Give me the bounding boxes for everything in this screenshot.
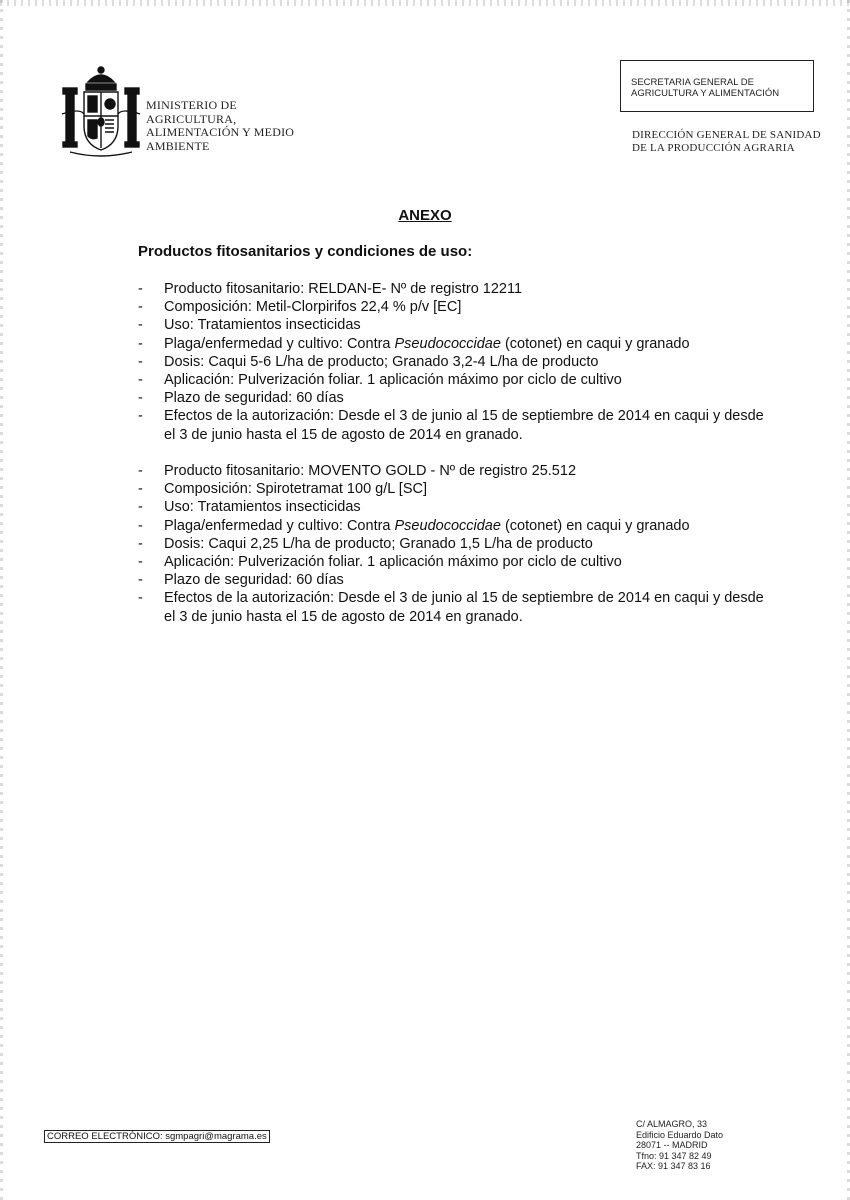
- ministry-line: ALIMENTACIÓN Y MEDIO: [146, 125, 295, 139]
- pest-species: Pseudococcidae: [394, 517, 501, 534]
- ministry-line: MINISTERIO DE: [146, 98, 237, 112]
- list-item: - Efectos de la autorización: Desde el 3 de junio al 15 de septiembre de 2014 en caqui y desde el 3 de junio hasta el 15 de agosto de 2014 en granado.: [138, 408, 764, 443]
- list-item: - Dosis: Caqui 2,25 L/ha de producto; Granado 1,5 L/ha de producto: [138, 535, 593, 552]
- product-composition: Composición: Metil-Clorpirifos 22,4 % p/v [EC]: [164, 299, 462, 316]
- product-pest: Plaga/enfermedad y cultivo: Contra: [164, 335, 395, 352]
- scan-edge-left: [0, 0, 3, 1200]
- product-use: Uso: Tratamientos insecticidas: [164, 317, 361, 334]
- list-item: - Aplicación: Pulverización foliar. 1 aplicación máximo por ciclo de cultivo: [138, 372, 622, 389]
- product-safety-period: Plazo de seguridad: 60 días: [164, 572, 344, 589]
- list-item: - Plazo de seguridad: 60 días: [138, 390, 344, 407]
- direccion-line: DIRECCIÓN GENERAL DE SANIDAD: [632, 129, 821, 141]
- list-item: - Uso: Tratamientos insecticidas: [138, 317, 361, 334]
- ministry-name: [146, 99, 294, 153]
- product-list-movento: [138, 462, 778, 626]
- postal-address: [636, 1119, 723, 1172]
- page-title: ANEXO: [398, 207, 452, 224]
- product-pest: Plaga/enfermedad y cultivo: Contra: [164, 517, 395, 534]
- product-pest-crop: (cotonet) en caqui y granado: [500, 517, 690, 534]
- list-item: - Efectos de la autorización: Desde el 3 de junio al 15 de septiembre de 2014 en caqui y desde el 3 de junio hasta el 15 de agosto de 2014 en granado.: [138, 590, 764, 625]
- list-item: - Producto fitosanitario: MOVENTO GOLD - Nº de registro 25.512: [138, 463, 577, 479]
- spanish-coat-of-arms-icon: [60, 64, 142, 160]
- list-item: - Plazo de seguridad: 60 días: [138, 572, 344, 589]
- address-line: FAX: 91 347 83 16: [636, 1161, 711, 1172]
- product-dose: Dosis: Caqui 2,25 L/ha de producto; Granado 1,5 L/ha de producto: [164, 535, 593, 552]
- list-item: - Plaga/enfermedad y cultivo: Contra Pseudococcidae (cotonet) en caqui y granado: [138, 335, 690, 352]
- scan-edge-top: [0, 0, 850, 6]
- secretaria-line: AGRICULTURA Y ALIMENTACIÓN: [631, 88, 780, 99]
- list-item: - Composición: Metil-Clorpirifos 22,4 % p/v [EC]: [138, 299, 462, 316]
- product-application: Aplicación: Pulverización foliar. 1 aplicación máximo por ciclo de cultivo: [164, 554, 622, 571]
- list-item: - Uso: Tratamientos insecticidas: [138, 499, 361, 516]
- product-name: Producto fitosanitario: MOVENTO GOLD - Nº de registro 25.512: [164, 463, 577, 479]
- list-item: - Composición: Spirotetramat 100 g/L [SC]: [138, 481, 428, 498]
- product-application: Aplicación: Pulverización foliar. 1 aplicación máximo por ciclo de cultivo: [164, 372, 622, 389]
- product-pest-crop: (cotonet) en caqui y granado: [500, 335, 690, 352]
- list-item: - Plaga/enfermedad y cultivo: Contra Pseudococcidae (cotonet) en caqui y granado: [138, 517, 690, 534]
- address-line: C/ ALMAGRO, 33: [636, 1119, 708, 1129]
- address-line: Edificio Eduardo Dato: [636, 1129, 724, 1140]
- product-composition: Composición: Spirotetramat 100 g/L [SC]: [164, 481, 428, 498]
- direccion-general: [632, 129, 821, 155]
- secretaria-line: SECRETARIA GENERAL DE: [631, 77, 755, 88]
- list-item: - Producto fitosanitario: RELDAN-E- Nº de registro 12211: [138, 281, 523, 297]
- section-subtitle: Productos fitosanitarios y condiciones de uso:: [138, 243, 473, 260]
- product-safety-period: Plazo de seguridad: 60 días: [164, 390, 344, 407]
- pest-species: Pseudococcidae: [394, 335, 501, 352]
- product-dose: Dosis: Caqui 5-6 L/ha de producto; Granado 3,2-4 L/ha de producto: [164, 353, 599, 370]
- product-list-reldan: [138, 280, 778, 444]
- contact-email: CORREO ELECTRÓNICO: sgmpagri@magrama.es: [44, 1130, 270, 1143]
- address-line: Tfno: 91 347 82 49: [636, 1150, 712, 1161]
- product-use: Uso: Tratamientos insecticidas: [164, 499, 361, 516]
- direccion-line: DE LA PRODUCCIÓN AGRARIA: [632, 142, 795, 154]
- product-name: Producto fitosanitario: RELDAN-E- Nº de registro 12211: [164, 281, 523, 297]
- list-item: - Dosis: Caqui 5-6 L/ha de producto; Granado 3,2-4 L/ha de producto: [138, 353, 599, 370]
- secretaria-box: [620, 60, 814, 112]
- product-authorization: Efectos de la autorización: Desde el 3 de junio al 15 de septiembre de 2014 en caqui y desde el 3 de junio hasta el 15 de agosto de 2014 en granado.: [164, 408, 764, 443]
- address-line: 28071 -- MADRID: [636, 1140, 708, 1151]
- ministry-line: AMBIENTE: [146, 138, 210, 153]
- product-authorization: Efectos de la autorización: Desde el 3 de junio al 15 de septiembre de 2014 en caqui y desde el 3 de junio hasta el 15 de agosto de 2014 en granado.: [164, 590, 764, 625]
- list-item: - Aplicación: Pulverización foliar. 1 aplicación máximo por ciclo de cultivo: [138, 554, 622, 571]
- ministry-line: AGRICULTURA,: [146, 111, 237, 126]
